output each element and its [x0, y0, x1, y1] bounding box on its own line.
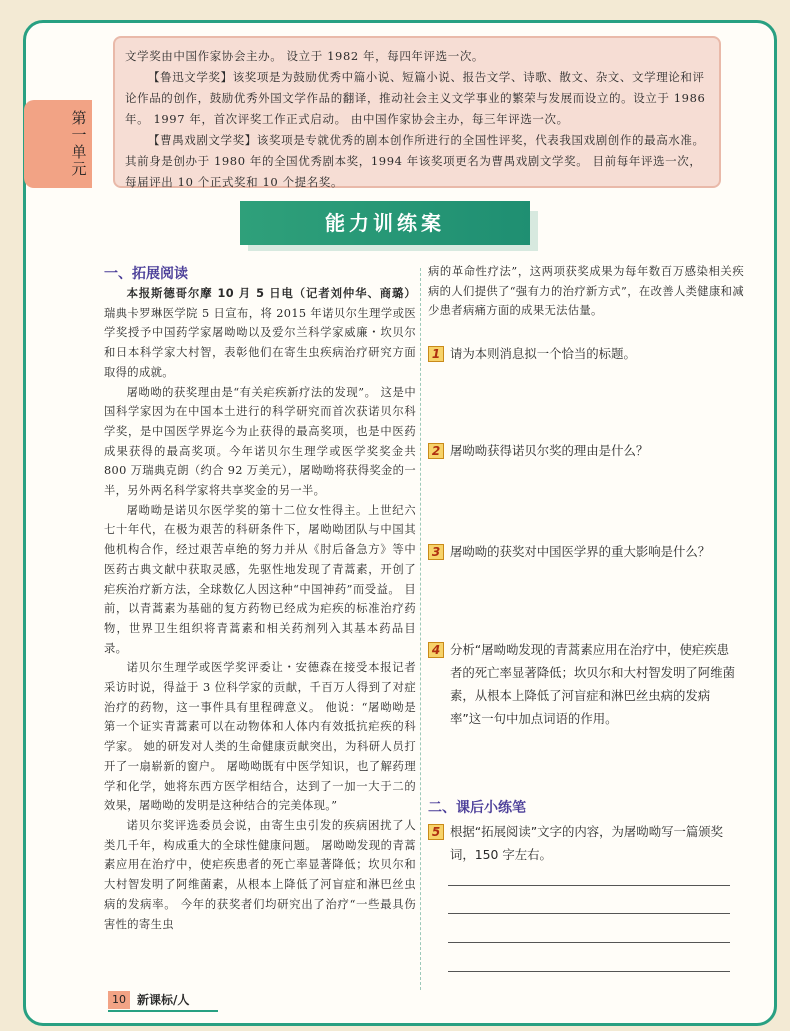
question-number-3: 3 [428, 544, 444, 560]
question-1 [428, 342, 738, 365]
question-4 [428, 638, 740, 730]
question-2 [428, 439, 738, 462]
question-column [428, 262, 744, 321]
info-line-1: 文学奖由中国作家协会主办。 设立于 1982 年，每四年评选一次。 [125, 49, 485, 63]
question-3 [428, 540, 738, 563]
question-text-1: 请为本则消息拟一个恰当的标题。 [450, 346, 636, 361]
answer-line[interactable] [448, 885, 730, 886]
info-line-2: 【鲁迅文学奖】该奖项是为鼓励优秀中篇小说、短篇小说、报告文学、诗歌、散文、杂文、文学理论和评论作品的创作，鼓励优秀外国文学作品的翻译，推动社会主义文学事业的繁荣与发展而设立的。设立于 1986 年。 1997 年，首次评奖工作正式启动。 由中国作家协会主办，每三年评选一次。 [125, 70, 706, 126]
practice-section [428, 798, 740, 866]
footer-label: 新课标/人 [137, 993, 190, 1007]
question-number-2: 2 [428, 443, 444, 459]
question-number-4: 4 [428, 642, 444, 658]
section-banner [240, 201, 530, 251]
reading-paragraph-1-text: 瑞典卡罗琳医学院 5 日宣布，将 2015 年诺贝尔生理学或医学奖授予中国药学家屠呦呦以及爱尔兰科学家威廉・坎贝尔和日本科学家大村智，表彰他们在寄生虫疾病治疗研究方面取得的成就。 [104, 306, 416, 379]
reading-paragraph-5-continued: 病的革命性疗法”，这两项获奖成果为每年数百万感染相关疾病的人们提供了“强有力的治疗新方式”，在改善人类健康和减少患者病痛方面的成果无法估量。 [428, 265, 744, 318]
reading-paragraph-5: 诺贝尔奖评选委员会说，由寄生虫引发的疾病困扰了人类几千年，构成重大的全球性健康问题。 屠呦呦发现的青蒿素应用在治疗中，使疟疾患者的死亡率显著降低；坎贝尔和大村智发明了阿维菌素，从根本上降低了河盲症和淋巴丝虫病的发病率。 今年的获奖者们均研究出了治疗“一些最具伤害性的寄生虫 [104, 818, 416, 931]
column-divider [420, 268, 421, 990]
answer-line[interactable] [448, 971, 730, 972]
section-title-practice: 二、课后小练笔 [428, 800, 526, 816]
reading-paragraph-2: 屠呦呦的获奖理由是“有关疟疾新疗法的发现”。 这是中国科学家因为在中国本土进行的科学研究而首次获诺贝尔科学奖，是中国医学界迄今为止获得的最高奖项，也是中医药成果获得的最高奖项。今年诺贝尔生理学或医学奖奖金共 800 万瑞典克朗（约合 92 万美元），屠呦呦将获得奖金的一半，另外两名科学家将共享奖金的另一半。 [104, 385, 416, 498]
question-text-2: 屠呦呦获得诺贝尔奖的理由是什么？ [450, 443, 649, 458]
unit-label: 第一单元 [71, 109, 87, 178]
award-info-box [113, 36, 721, 188]
reading-column [104, 264, 416, 934]
unit-side-tab [24, 100, 92, 188]
banner-title: 能力训练案 [240, 201, 530, 245]
question-number-1: 1 [428, 346, 444, 362]
question-text-5: 根据“拓展阅读”文字的内容，为屠呦呦写一篇颁奖词，150 字左右。 [450, 824, 724, 862]
page-number: 10 [108, 991, 130, 1009]
footer-rule [108, 1010, 218, 1012]
reading-paragraph-3: 屠呦呦是诺贝尔医学奖的第十二位女性得主。上世纪六七十年代，在极为艰苦的科研条件下，屠呦呦团队与中国其他机构合作，经过艰苦卓绝的努力并从《肘后备急方》等中医药古典文献中获取灵感，先驱性地发现了青蒿素，开创了疟疾治疗新方法，全球数亿人因这种“中国神药”而受益。 目前，以青蒿素为基础的复方药物已经成为疟疾的标准治疗药物，世界卫生组织将青蒿素和相关药剂列入其基本药品目录。 [104, 503, 416, 655]
reading-paragraph-1 [104, 284, 416, 383]
answer-line[interactable] [448, 913, 730, 914]
question-number-5: 5 [428, 824, 444, 840]
reading-paragraph-4: 诺贝尔生理学或医学奖评委让・安德森在接受本报记者采访时说，得益于 3 位科学家的贡献，千百万人得到了对症治疗的药物，这一事件具有里程碑意义。 他说：“屠呦呦是第一个证实青蒿素可以在动物体和人体内有效抵抗疟疾的科学家。 她的研发对人类的生命健康贡献突出，为科研人员打开了一扇崭新的窗户。 屠呦呦既有中医学知识，也了解药理学和化学，她将东西方医学相结合，达到了一加一大于二的效果，屠呦呦的发明是这种结合的完美体现。” [104, 661, 416, 813]
info-line-3: 【曹禺戏剧文学奖】该奖项是专就优秀的剧本创作所进行的全国性评奖，代表我国戏剧创作的最高水准。 其前身是创办于 1980 年的全国优秀剧本奖，1994 年该奖项更名为曹禺戏剧文学奖。 目前每年评选一次，每届评出 10 个正式奖和 10 个提名奖。 [125, 133, 705, 189]
question-text-3: 屠呦呦的获奖对中国医学界的重大影响是什么？ [450, 544, 711, 559]
answer-line[interactable] [448, 942, 730, 943]
question-text-4: 分析“屠呦呦发现的青蒿素应用在治疗中，使疟疾患者的死亡率显著降低；坎贝尔和大村智发明了阿维菌素，从根本上降低了河盲症和淋巴丝虫病的发病率”这一句中加点词语的作用。 [450, 642, 735, 726]
section-title-reading: 一、拓展阅读 [104, 266, 188, 282]
news-dateline: 本报斯德哥尔摩 10 月 5 日电（记者刘仲华、商璐） [126, 287, 416, 300]
